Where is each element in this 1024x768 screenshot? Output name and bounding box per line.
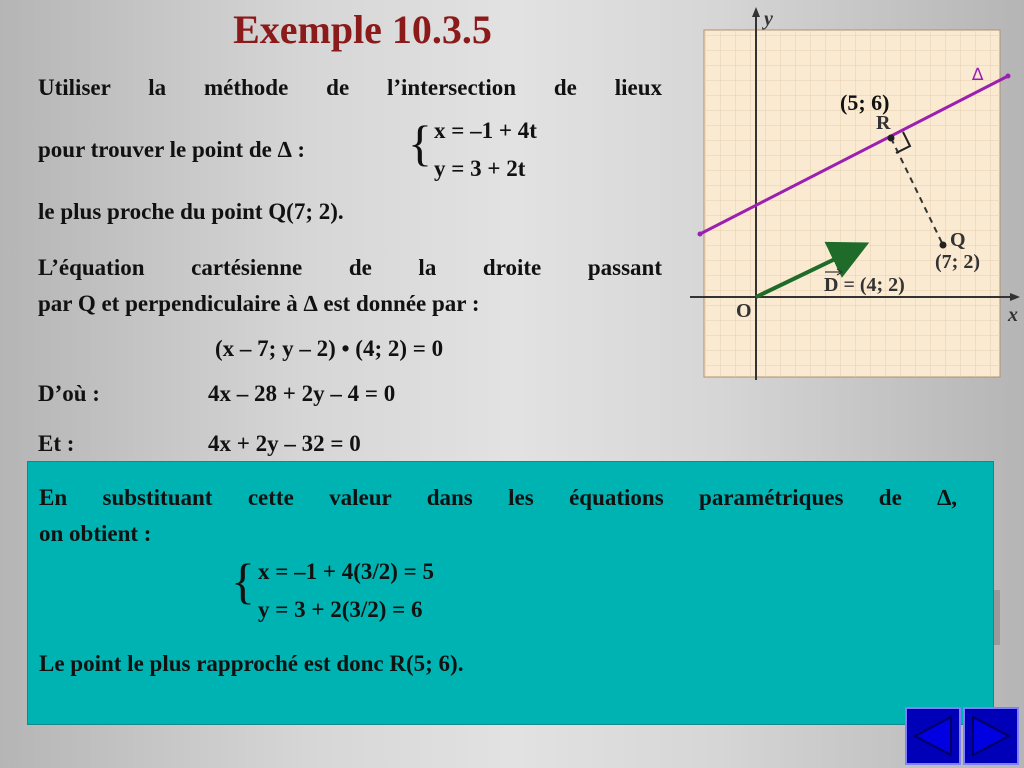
panel-line-2: on obtient : xyxy=(39,521,152,546)
y-axis-label: y xyxy=(764,8,773,30)
origin-label: O xyxy=(736,300,752,322)
delta-label: ∆ xyxy=(972,65,984,85)
point-Q-label: Q xyxy=(950,229,966,251)
cartesian-line-1: L’équation cartésienne de la droite passant xyxy=(38,255,662,280)
point-R-label: R xyxy=(876,112,891,134)
y-axis-arrow-icon xyxy=(752,7,760,17)
intro-line-2: pour trouver le point de ∆ : xyxy=(38,137,306,162)
derivation-label-2: Et : xyxy=(38,431,75,456)
result-panel xyxy=(27,461,994,725)
coordinate-graph xyxy=(690,5,1022,380)
next-slide-button[interactable] xyxy=(963,707,1019,765)
sub-x: x = –1 + 4(3/2) = 5 xyxy=(258,559,435,584)
x-axis-label: x xyxy=(1008,304,1018,326)
delta-line-end-dot xyxy=(1006,74,1011,79)
graph-grid xyxy=(704,30,1000,377)
intro-line-1: Utiliser la méthode de l’intersection de lieux xyxy=(38,75,662,100)
delta-line-start-dot xyxy=(698,232,703,237)
point-Q-coords: (7; 2) xyxy=(935,251,980,273)
dot-product-equation: (x – 7; y – 2) • (4; 2) = 0 xyxy=(215,336,444,361)
point-R-coords: (5; 6) xyxy=(840,90,890,115)
param-x: x = –1 + 4t xyxy=(434,118,537,143)
triangle-left-icon xyxy=(907,709,959,763)
derivation-expr-1: 4x – 28 + 2y – 4 = 0 xyxy=(208,381,396,406)
triangle-right-icon xyxy=(965,709,1017,763)
panel-brace-icon: { xyxy=(231,553,255,609)
point-Q xyxy=(940,242,947,249)
sub-y: y = 3 + 2(3/2) = 6 xyxy=(258,597,423,622)
cartesian-line-2: par Q et perpendiculaire à ∆ est donnée par : xyxy=(38,291,480,316)
intro-line-3: le plus proche du point Q(7; 2). xyxy=(38,199,344,224)
prev-slide-button[interactable] xyxy=(905,707,961,765)
param-y: y = 3 + 2t xyxy=(434,156,526,181)
conclusion: Le point le plus rapproché est donc R(5; 6). xyxy=(39,651,464,676)
brace-icon: { xyxy=(408,115,432,171)
page-title: Exemple 10.3.5 xyxy=(233,7,492,52)
derivation-label-1: D’où : xyxy=(38,381,100,406)
x-axis-arrow-icon xyxy=(1010,293,1020,301)
panel-line-1: En substituant cette valeur dans les équations paramétriques de ∆, xyxy=(39,485,957,510)
derivation-expr-2: 4x + 2y – 32 = 0 xyxy=(208,431,361,456)
vector-D-label: D = (4; 2) xyxy=(824,274,905,296)
point-R xyxy=(888,135,895,142)
